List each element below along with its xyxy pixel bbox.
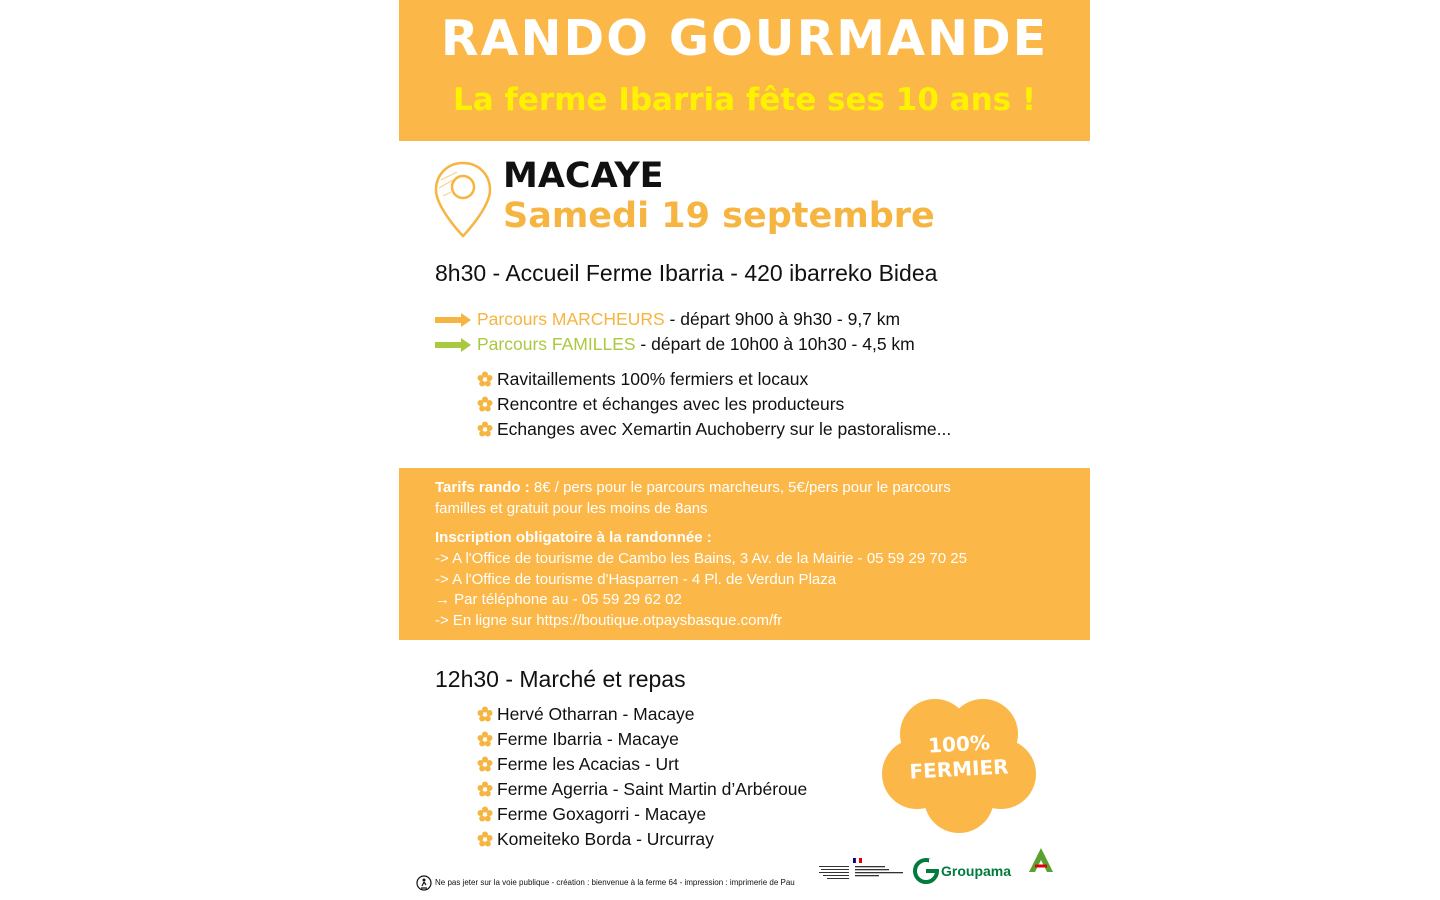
event-date: Samedi 19 septembre <box>503 196 935 236</box>
route-marcheurs <box>435 309 900 330</box>
highlights-list <box>477 367 951 442</box>
list-item <box>477 727 807 752</box>
route-details: - départ 9h00 à 9h30 - 9,7 km <box>664 309 901 329</box>
list-item <box>477 752 807 777</box>
flower-bullet-icon <box>477 396 493 412</box>
recycle-icon <box>416 875 432 891</box>
highlight-text: Rencontre et échanges avec les producteurs <box>497 394 845 414</box>
producer-text: Ferme les Acacias - Urt <box>497 754 679 774</box>
list-item <box>477 367 951 392</box>
tarifs-label: Tarifs rando : <box>435 479 530 496</box>
tarifs-line-2: familles et gratuit pour les moins de 8ans <box>435 500 708 517</box>
list-item <box>477 802 807 827</box>
footer-note-text: Ne pas jeter sur la voie publique - création : bienvenue à la ferme 64 - impression : imprimerie de Pau <box>435 878 795 888</box>
inscription-line: -> A l'Office de tourisme d'Hasparren - 4 Pl. de Verdun Plaza <box>435 571 837 588</box>
badge-line-1: 100% <box>927 730 991 758</box>
badge-line-2: FERMIER <box>908 754 1010 784</box>
chambre-agriculture-icon <box>1009 846 1073 874</box>
producer-text: Ferme Goxagorri - Macaye <box>497 804 707 824</box>
route-familles <box>435 334 915 355</box>
flower-bullet-icon <box>477 806 493 822</box>
route-name: Parcours FAMILLES <box>477 334 636 354</box>
route-name: Parcours MARCHEURS <box>477 309 665 329</box>
list-item <box>477 777 807 802</box>
main-title: RANDO GOURMANDE <box>440 10 1049 67</box>
producer-text: Ferme Ibarria - Macaye <box>497 729 679 749</box>
list-item <box>477 417 951 442</box>
groupama-logo <box>913 858 1012 886</box>
producer-text: Hervé Otharran - Macaye <box>497 704 695 724</box>
poster <box>399 0 1090 900</box>
flower-bullet-icon <box>477 371 493 387</box>
tarifs-text: 8€ / pers pour le parcours marcheurs, 5€/pers pour le parcours <box>529 479 951 496</box>
inscription-label <box>435 529 712 546</box>
inscription-line: -> A l'Office de tourisme de Cambo les Bains, 3 Av. de la Mairie - 05 59 29 70 25 <box>435 550 967 567</box>
groupama-text: Groupama <box>941 863 1012 879</box>
tarifs-line-1 <box>435 479 951 496</box>
town-name: MACAYE <box>503 156 664 196</box>
chambre-agriculture-logo <box>1009 846 1073 890</box>
ministere-logo <box>817 856 905 886</box>
flower-bullet-icon <box>477 831 493 847</box>
flower-bullet-icon <box>477 421 493 437</box>
inscription-line: -> En ligne sur https://boutique.otpaysbasque.com/fr <box>435 612 783 629</box>
producer-text: Komeiteko Borda - Urcurray <box>497 829 714 849</box>
header-band <box>399 0 1090 141</box>
subtitle: La ferme Ibarria fête ses 10 ans ! <box>452 82 1037 118</box>
arrow-right-icon <box>435 313 471 327</box>
list-item <box>477 827 807 852</box>
location-pin-icon <box>433 160 493 240</box>
footer-note <box>416 875 795 891</box>
list-item <box>477 702 807 727</box>
highlight-text: Ravitaillements 100% fermiers et locaux <box>497 369 809 389</box>
flower-bullet-icon <box>477 706 493 722</box>
list-item <box>477 392 951 417</box>
flower-bullet-icon <box>477 756 493 772</box>
groupama-g-icon <box>913 858 939 884</box>
route-details: - départ de 10h00 à 10h30 - 4,5 km <box>635 334 915 354</box>
market-title: 12h30 - Marché et repas <box>435 666 686 692</box>
flower-bullet-icon <box>477 781 493 797</box>
accueil-line: 8h30 - Accueil Ferme Ibarria - 420 ibarreko Bidea <box>435 260 938 286</box>
flower-bullet-icon <box>477 731 493 747</box>
inscription-heading: Inscription obligatoire à la randonnée : <box>435 529 712 546</box>
info-band <box>399 468 1090 640</box>
inscription-line: → Par téléphone au - 05 59 29 62 02 <box>435 591 682 608</box>
producer-text: Ferme Agerria - Saint Martin d’Arbéroue <box>497 779 808 799</box>
producers-list <box>477 702 807 852</box>
highlight-text: Echanges avec Xemartin Auchoberry sur le pastoralisme... <box>497 419 952 439</box>
arrow-right-icon <box>435 338 471 352</box>
